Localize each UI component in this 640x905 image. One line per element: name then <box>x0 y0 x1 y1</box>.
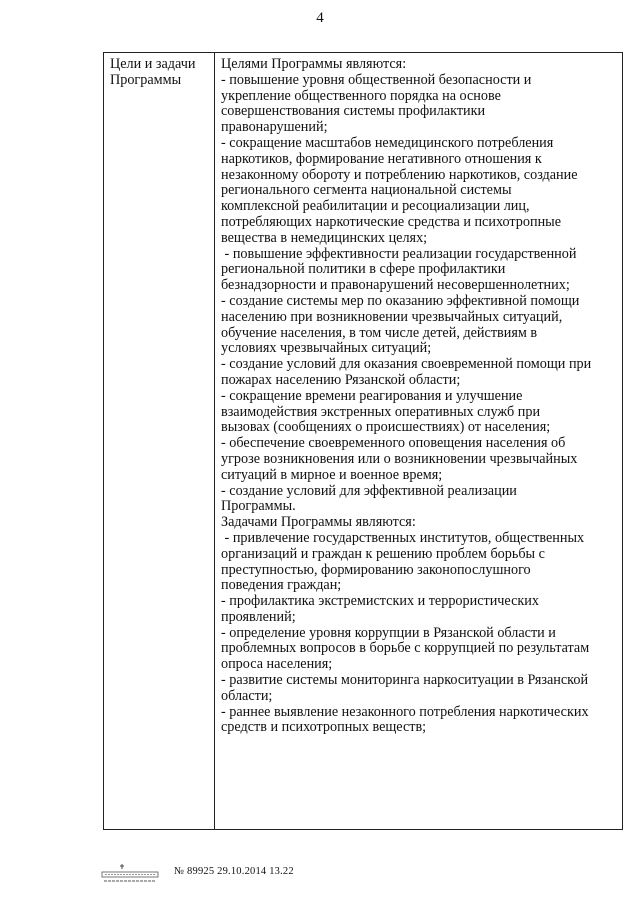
content-line: ситуаций в мирное и военное время; <box>221 466 443 483</box>
content-line: - обеспечение своевременного оповещения населения об <box>221 435 566 452</box>
content-line: Задачами Программы являются: <box>221 514 416 531</box>
content-line: вещества в немедицинских целях; <box>221 229 428 246</box>
content-line: региональной политики в сфере профилактики <box>221 261 506 278</box>
content-line: правонарушений; <box>221 119 328 136</box>
content-line: пожарах населению Рязанской области; <box>221 371 461 388</box>
content-line: укрепление общественного порядка на основе <box>221 87 501 104</box>
content-line: наркотиков, формирование негативного отношения к <box>221 150 542 167</box>
content-line: комплексной реабилитации и ресоциализации лиц, <box>221 198 530 215</box>
content-line: преступностью, формированию законопослушного <box>221 561 531 578</box>
table-row <box>104 53 623 830</box>
content-line: - повышение эффективности реализации государственной <box>221 245 577 262</box>
content-line: обучение населения, в том числе детей, действиям в <box>221 324 538 341</box>
label-line: Программы <box>110 71 182 88</box>
content-line: условиях чрезвычайных ситуаций; <box>221 340 432 357</box>
content-line: поведения граждан; <box>221 577 342 594</box>
content-line: совершенствования системы профилактики <box>221 103 486 120</box>
label-cell <box>104 53 215 830</box>
content-line: потребляющих наркотические средства и психотропные <box>221 213 561 230</box>
content-line: - определение уровня коррупции в Рязанской области и <box>221 624 556 641</box>
content-line: безнадзорности и правонарушений несовершеннолетних; <box>221 277 570 294</box>
content-line: - развитие системы мониторинга наркоситуации в Рязанской <box>221 672 589 689</box>
content-line: - создание системы мер по оказанию эффективной помощи <box>221 292 580 309</box>
content-line: незаконному обороту и потреблению наркотиков, создание <box>221 166 578 183</box>
content-line: угрозе возникновения или о возникновении чрезвычайных <box>221 450 578 467</box>
content-line: - профилактика экстремистских и террористических <box>221 593 539 610</box>
content-cell <box>215 53 623 830</box>
content-line: - создание условий для эффективной реализации <box>221 482 517 499</box>
content-line: проявлений; <box>221 608 296 625</box>
content-line: - привлечение государственных институтов, общественных <box>221 529 585 546</box>
registration-stamp-icon <box>100 863 160 885</box>
content-line: проблемных вопросов в борьбе с коррупцией по результатам <box>221 640 590 657</box>
content-line: области; <box>221 687 273 704</box>
content-line: организаций и граждан к решению проблем борьбы с <box>221 545 545 562</box>
content-line: - раннее выявление незаконного потребления наркотических <box>221 703 589 720</box>
footer <box>90 855 490 895</box>
content-line: населению при возникновении чрезвычайных ситуаций, <box>221 308 563 325</box>
label-line: Цели и задачи <box>110 56 196 72</box>
program-goals-table <box>103 52 623 830</box>
content-line: - повышение уровня общественной безопасности и <box>221 71 532 88</box>
content-line: опроса населения; <box>221 656 333 673</box>
content-line: вызовах (сообщениях о происшествиях) от населения; <box>221 419 551 436</box>
content-line: взаимодействия экстренных оперативных служб при <box>221 403 541 420</box>
page-number: 4 <box>316 10 324 26</box>
content-line: - сокращение времени реагирования и улучшение <box>221 387 523 404</box>
document-registration-text: № 89925 29.10.2014 13.22 <box>174 866 294 877</box>
content-line: - сокращение масштабов немедицинского потребления <box>221 134 554 151</box>
content-line: Целями Программы являются: <box>221 56 407 72</box>
content-line: - создание условий для оказания своевременной помощи при <box>221 356 592 373</box>
content-line: средств и психотропных веществ; <box>221 719 427 736</box>
content-line: Программы. <box>221 498 296 515</box>
content-line: регионального сегмента национальной системы <box>221 182 512 199</box>
